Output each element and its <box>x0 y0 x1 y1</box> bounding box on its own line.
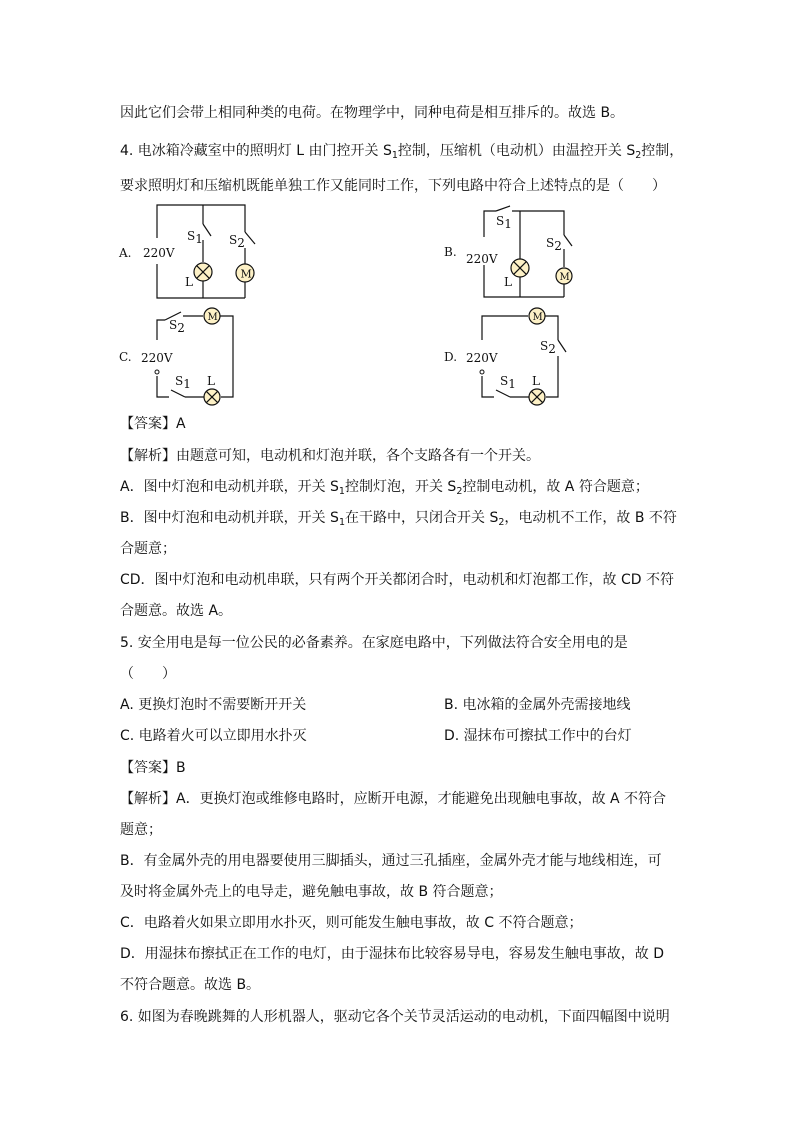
circuit-a <box>115 200 285 305</box>
switch-subscript: 2 <box>554 239 562 253</box>
wire <box>484 211 496 237</box>
switch-s1-icon <box>496 206 510 211</box>
switch-letter: S <box>175 374 184 388</box>
option-label: B. <box>444 245 457 259</box>
text-segment: 控制电动机，故 A 符合题意； <box>462 479 649 495</box>
explanation-4-b <box>120 509 677 532</box>
option-b: B. 电冰箱的金属外壳需接地线 <box>444 697 631 713</box>
motor-label: M <box>207 312 218 323</box>
switch-subscript: 2 <box>237 236 245 250</box>
text-segment: 控制灯泡，开关 S <box>344 479 457 495</box>
explanation-4-cd: CD．图中灯泡和电动机串联，只有两个开关都闭合时，电动机和灯泡都工作，故 CD 不符 <box>120 572 675 588</box>
switch-label <box>496 214 512 231</box>
switch-subscript: 1 <box>504 217 512 231</box>
explanation-5-d-line2: 不符合题意。故选 B。 <box>120 977 261 993</box>
switch-letter: S <box>540 339 549 353</box>
question-4-text-line2: 要求照明灯和压缩机既能单独工作又能同时工作，下列电路中符合上述特点的是（ ） <box>120 178 666 194</box>
circuit-b <box>440 203 590 305</box>
switch-s1-icon <box>496 390 510 397</box>
text-segment: 控制， <box>641 143 684 159</box>
wire <box>157 320 165 340</box>
text-segment: B．图中灯泡和电动机并联，开关 S <box>120 510 339 526</box>
question-5-text: 5. 安全用电是每一位公民的必备素养。在家庭电路中，下列做法符合安全用电的是 <box>120 635 628 651</box>
wire <box>220 316 233 397</box>
terminal <box>480 370 484 374</box>
explanation-4-a <box>120 478 649 501</box>
explanation-5-c: C．电路着火如果立即用水扑灭，则可能发生触电事故，故 C 不符合题意； <box>120 915 583 931</box>
circuit-d <box>440 304 590 408</box>
switch-subscript: 1 <box>195 232 203 246</box>
subscript: 1 <box>391 150 398 161</box>
text-segment: 在干路中，只闭合开关 S <box>345 510 499 526</box>
explanation-5-d: D．用湿抹布擦拭正在工作的电灯，由于湿抹布比较容易导电，容易发生触电事故，故 D <box>120 946 665 962</box>
voltage-label: 220V <box>466 252 498 266</box>
answer-4: 【答案】A <box>120 416 186 432</box>
switch-s2-icon <box>245 232 255 244</box>
text-segment: 控制，压缩机（电动机）由温控开关 S <box>397 143 636 159</box>
switch-subscript: 2 <box>548 342 556 356</box>
wire <box>482 376 494 397</box>
voltage-label: 220V <box>143 246 175 260</box>
switch-label <box>546 236 562 253</box>
wire <box>546 356 558 397</box>
subscript: 2 <box>456 486 463 497</box>
wire <box>545 316 558 340</box>
switch-letter: S <box>169 318 178 332</box>
switch-label <box>175 374 191 391</box>
terminal <box>155 370 159 374</box>
subscript: 1 <box>338 517 345 528</box>
explanation-5-a: 【解析】A．更换灯泡或维修电路时，应断开电源，才能避免出现触电事故，故 A 不符合 <box>120 791 667 807</box>
switch-label <box>229 233 245 250</box>
explanation-5-b: B．有金属外壳的用电器要使用三脚插头，通过三孔插座，金属外壳才能与地线相连，可 <box>120 853 662 869</box>
answer-5: 【答案】B <box>120 760 186 776</box>
explanation-4-cd-line2: 合题意。故选 A。 <box>120 603 233 619</box>
explanation-5-a-line2: 题意； <box>120 822 162 838</box>
option-a: A. 更换灯泡时不需要断开开关 <box>120 697 307 713</box>
lamp-label: L <box>532 374 540 388</box>
switch-letter: S <box>187 229 196 243</box>
switch-subscript: 2 <box>177 321 185 335</box>
switch-label <box>540 339 556 356</box>
option-c: C. 电路着火可以立即用水扑灭 <box>120 728 307 744</box>
option-label: A. <box>119 246 132 260</box>
subscript: 2 <box>498 517 505 528</box>
subscript: 2 <box>635 150 642 161</box>
voltage-label: 220V <box>466 351 498 365</box>
question-6-text: 6. 如图为春晚跳舞的人形机器人，驱动它各个关节灵活运动的电动机，下面四幅图中说明 <box>120 1009 670 1025</box>
wire <box>482 316 528 340</box>
text-segment: ，电动机不工作，故 B 不符 <box>504 510 677 526</box>
switch-s2-icon <box>564 235 572 246</box>
explanation-5-b-line2: 及时将金属外壳上的电导走，避免触电事故，故 B 符合题意； <box>120 884 503 900</box>
explanation-4: 【解析】由题意可知，电动机和灯泡并联，各个支路各有一个开关。 <box>120 448 540 464</box>
motor-label: M <box>532 312 543 323</box>
explanation-4-b-line2: 合题意； <box>120 541 176 557</box>
lamp-label: L <box>185 275 193 289</box>
switch-label <box>187 229 203 246</box>
switch-s1-icon <box>171 390 185 397</box>
switch-label <box>500 374 516 391</box>
subscript: 1 <box>338 486 345 497</box>
switch-subscript: 1 <box>508 377 516 391</box>
switch-letter: S <box>496 214 505 228</box>
motor-label: M <box>240 267 252 281</box>
question-4-text <box>120 142 683 165</box>
switch-label <box>169 318 185 335</box>
option-label: D. <box>444 350 458 364</box>
circuit-c <box>115 304 255 408</box>
text-segment: 4. 电冰箱冷藏室中的照明灯 L 由门控开关 S <box>120 143 392 159</box>
switch-subscript: 1 <box>183 377 191 391</box>
switch-letter: S <box>500 374 509 388</box>
lamp-label: L <box>207 374 215 388</box>
switch-letter: S <box>546 236 555 250</box>
switch-letter: S <box>229 233 238 247</box>
voltage-label: 220V <box>141 351 173 365</box>
wire <box>157 376 169 397</box>
switch-s1-icon <box>203 224 211 236</box>
text-segment: A．图中灯泡和电动机并联，开关 S <box>120 479 339 495</box>
lamp-label: L <box>504 275 512 289</box>
switch-s2-icon <box>558 340 566 352</box>
motor-label: M <box>559 272 570 283</box>
text-line: 因此它们会带上相同种类的电荷。在物理学中，同种电荷是相互排斥的。故选 B。 <box>120 105 625 121</box>
question-5-paren: （ ） <box>120 666 176 682</box>
option-label: C. <box>119 350 132 364</box>
option-d: D. 湿抹布可擦拭工作中的台灯 <box>444 728 632 744</box>
